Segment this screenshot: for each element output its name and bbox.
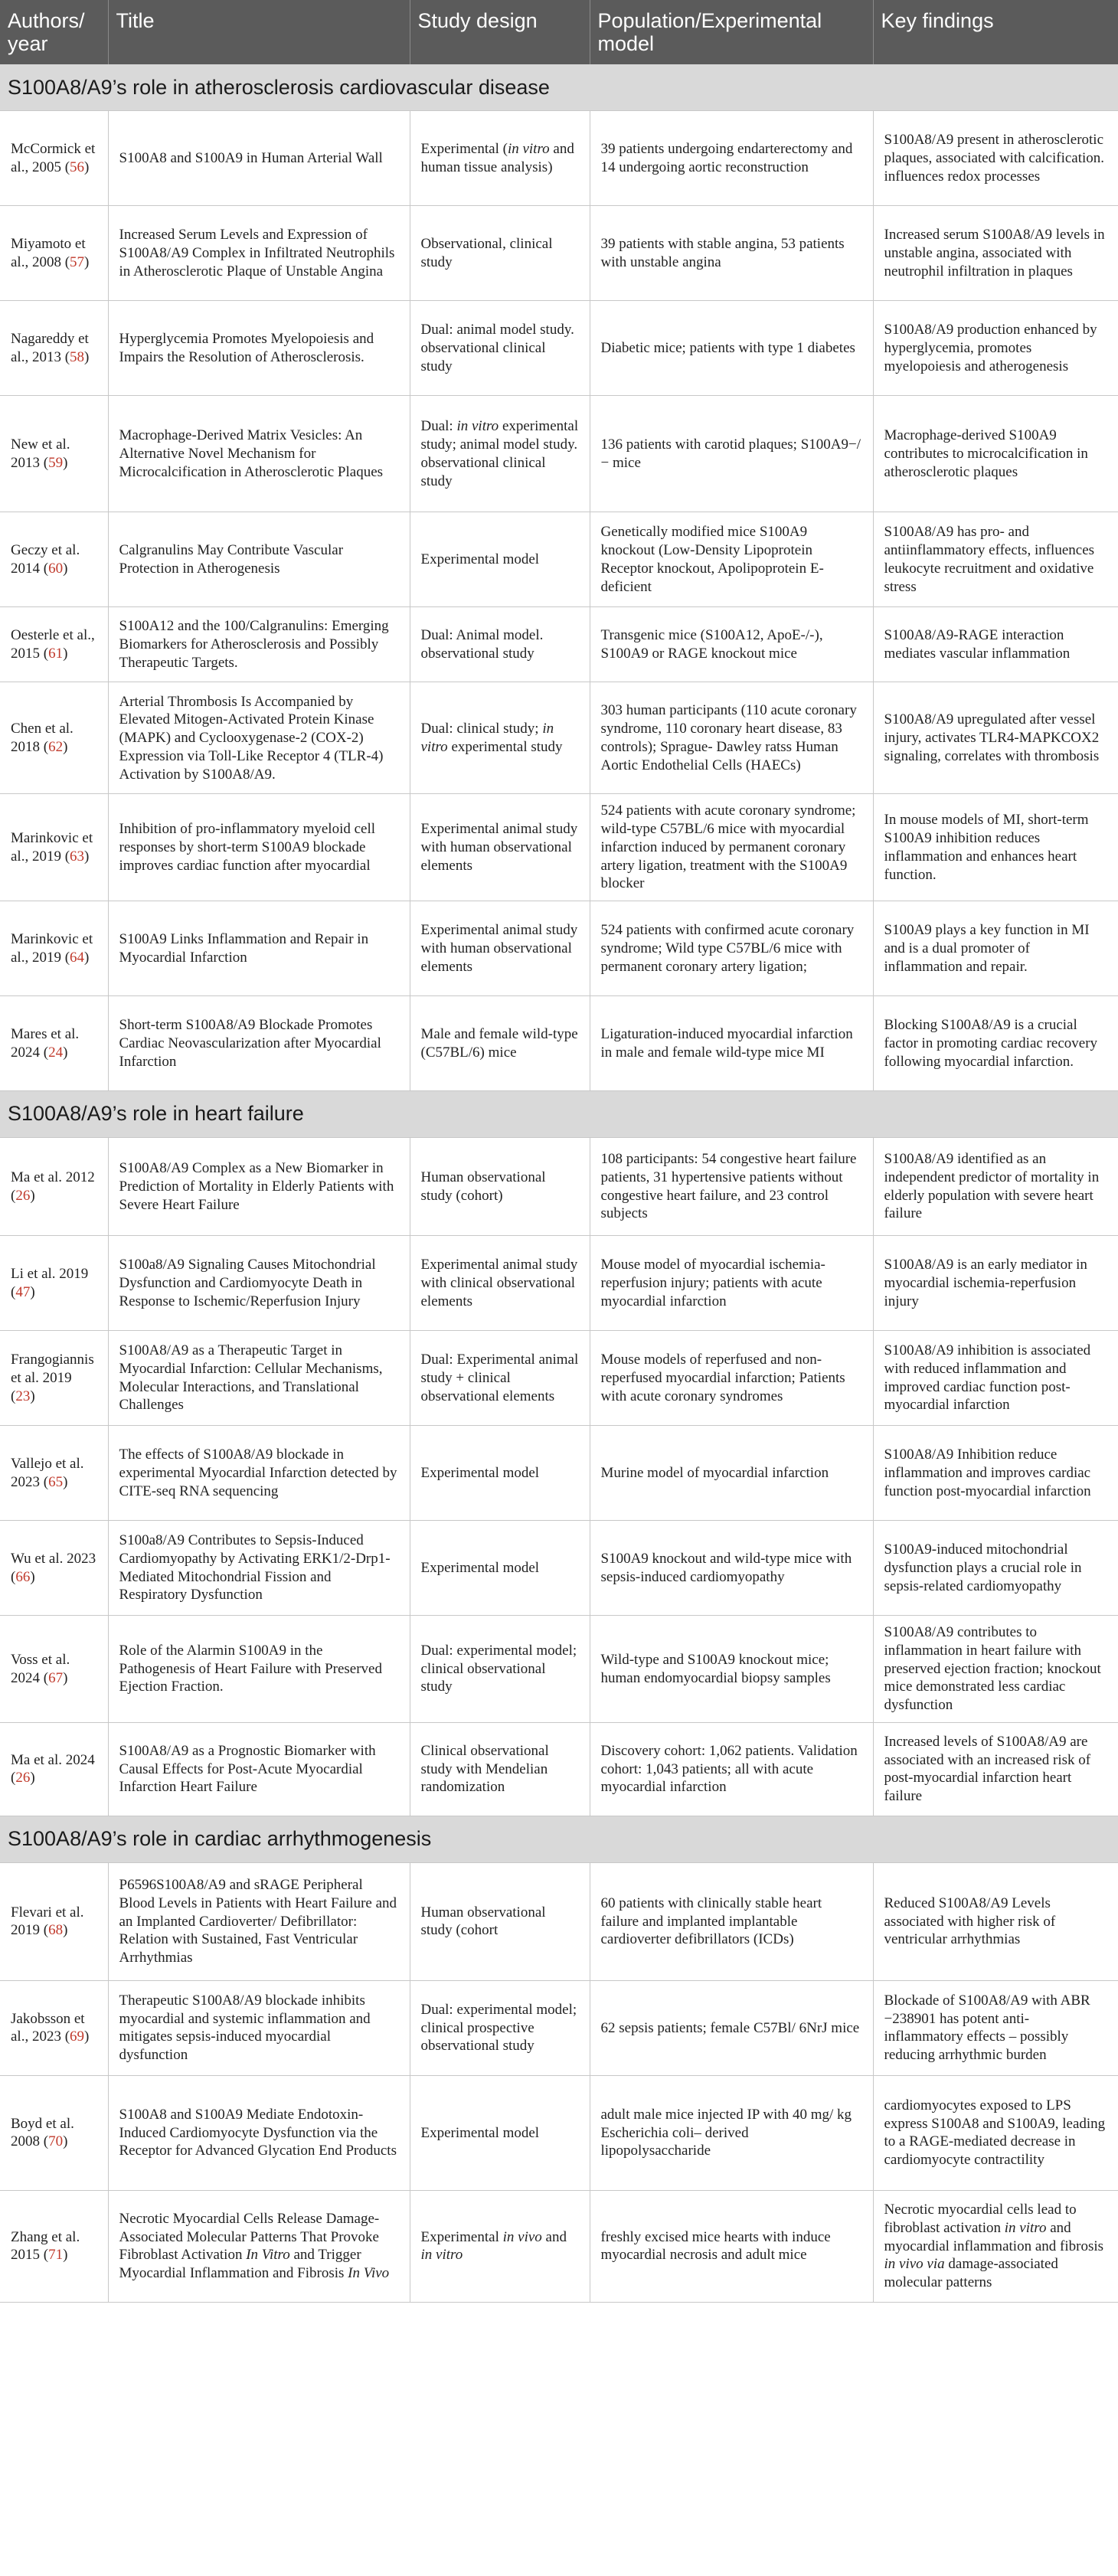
table-row [0, 1616, 1118, 1723]
title-cell: S100A12 and the 100/Calgranulins: Emerging Biomarkers for Atherosclerosis and Possibly Therapeutic Targets. [108, 607, 410, 682]
reference-link[interactable]: 71 [48, 2247, 64, 2264]
col-authors-year: Authors/ year [0, 0, 108, 64]
col-population: Population/Experimental model [590, 0, 873, 64]
study-design-cell: Dual: experimental model; clinical prospective observational study [410, 1980, 590, 2075]
reference-link[interactable]: 58 [70, 348, 85, 365]
study-design-cell: Dual: experimental model; clinical observational study [410, 1616, 590, 1723]
population-cell: Diabetic mice; patients with type 1 diabetes [590, 301, 873, 396]
author-year-cell: Flevari et al. 2019 (68) [0, 1862, 108, 1980]
population-cell: Mouse model of myocardial ischemia-reperfusion injury; patients with acute myocardial infarction [590, 1236, 873, 1331]
reference-link[interactable]: 61 [48, 645, 64, 662]
table-row [0, 111, 1118, 206]
population-cell: 60 patients with clinically stable heart failure and implanted implantable cardioverter defibrillators (ICDs) [590, 1862, 873, 1980]
table-row [0, 206, 1118, 301]
study-design-cell: Experimental model [410, 2075, 590, 2190]
title-cell: S100a8/A9 Contributes to Sepsis-Induced Cardiomyopathy by Activating ERK1/2-Drp1-Mediated Mitochondrial Fission and Respiratory Dysfunction [108, 1521, 410, 1616]
table-row [0, 996, 1118, 1091]
section-title: S100A8/A9’s role in cardiac arrhythmogenesis [0, 1816, 1118, 1862]
reference-link[interactable]: 63 [70, 848, 85, 865]
population-cell: Murine model of myocardial infarction [590, 1426, 873, 1521]
section-header-row [0, 1091, 1118, 1138]
title-cell: Necrotic Myocardial Cells Release Damage-Associated Molecular Patterns That Provoke Fibroblast Activation In Vitro and Trigger Myocardial Inflammation and Fibrosis In Vivo [108, 2190, 410, 2302]
title-cell: The effects of S100A8/A9 blockade in experimental Myocardial Infarction detected by CITE-seq RNA sequencing [108, 1426, 410, 1521]
title-cell: Increased Serum Levels and Expression of S100A8/A9 Complex in Infiltrated Neutrophils in Atherosclerotic Plaque of Unstable Angina [108, 206, 410, 301]
key-findings-cell: S100A8/A9-RAGE interaction mediates vascular inflammation [873, 607, 1118, 682]
study-design-cell: Experimental (in vitro and human tissue analysis) [410, 111, 590, 206]
author-year-cell: Miyamoto et al., 2008 (57) [0, 206, 108, 301]
author-year-cell: McCormick et al., 2005 (56) [0, 111, 108, 206]
title-cell: S100a8/A9 Signaling Causes Mitochondrial Dysfunction and Cardiomyocyte Death in Response to Ischemic/Reperfusion Injury [108, 1236, 410, 1331]
header-row [0, 0, 1118, 64]
study-design-cell: Dual: Experimental animal study + clinical observational elements [410, 1331, 590, 1426]
author-year-cell: New et al. 2013 (59) [0, 396, 108, 512]
reference-link[interactable]: 67 [48, 1669, 64, 1686]
title-cell: P6596S100A8/A9 and sRAGE Peripheral Blood Levels in Patients with Heart Failure and an Implanted Cardioverter/ Defibrillator: Relation with Sustained, Fast Ventricular Arrhythmias [108, 1862, 410, 1980]
key-findings-cell: S100A9 plays a key function in MI and is a dual promoter of inflammation and repair. [873, 901, 1118, 996]
reference-link[interactable]: 57 [70, 253, 85, 270]
key-findings-cell: S100A8/A9 contributes to inflammation in heart failure with preserved ejection fraction; knockout mice demonstrated less cardiac dysfunction [873, 1616, 1118, 1723]
reference-link[interactable]: 64 [70, 949, 85, 966]
key-findings-cell: S100A8/A9 has pro- and antiinflammatory effects, influences leukocyte recruitment and oxidative stress [873, 512, 1118, 607]
study-design-cell: Experimental model [410, 1521, 590, 1616]
reference-link[interactable]: 65 [48, 1473, 64, 1490]
title-cell: S100A8 and S100A9 in Human Arterial Wall [108, 111, 410, 206]
key-findings-cell: S100A8/A9 inhibition is associated with reduced inflammation and improved cardiac function post-myocardial infarction [873, 1331, 1118, 1426]
table-row [0, 1521, 1118, 1616]
table-row [0, 2075, 1118, 2190]
study-design-cell: Male and female wild-type (C57BL/6) mice [410, 996, 590, 1091]
author-year-cell: Mares et al. 2024 (24) [0, 996, 108, 1091]
col-title: Title [108, 0, 410, 64]
key-findings-cell: cardiomyocytes exposed to LPS express S100A8 and S100A9, leading to a RAGE-mediated decrease in cardiomyocyte contractility [873, 2075, 1118, 2190]
key-findings-cell: S100A8/A9 upregulated after vessel injury, activates TLR4-MAPKCOX2 signaling, correlates with thrombosis [873, 682, 1118, 794]
title-cell: S100A8 and S100A9 Mediate Endotoxin-Induced Cardiomyocyte Dysfunction via the Receptor for Advanced Glycation End Products [108, 2075, 410, 2190]
key-findings-cell: In mouse models of MI, short-term S100A9 inhibition reduces inflammation and enhances heart function. [873, 794, 1118, 901]
key-findings-cell: Blockade of S100A8/A9 with ABR −238901 has potent anti-inflammatory effects – possibly reducing arrhythmic burden [873, 1980, 1118, 2075]
author-year-cell: Li et al. 2019 (47) [0, 1236, 108, 1331]
author-year-cell: Frangogiannis et al. 2019 (23) [0, 1331, 108, 1426]
author-year-cell: Nagareddy et al., 2013 (58) [0, 301, 108, 396]
study-design-cell: Clinical observational study with Mendelian randomization [410, 1722, 590, 1816]
population-cell: Ligaturation-induced myocardial infarction in male and female wild-type mice MI [590, 996, 873, 1091]
population-cell: Genetically modified mice S100A9 knockout (Low-Density Lipoprotein Receptor knockout, Apolipoprotein E-deficient [590, 512, 873, 607]
title-cell: S100A8/A9 as a Therapeutic Target in Myocardial Infarction: Cellular Mechanisms, Molecular Interactions, and Translational Challenges [108, 1331, 410, 1426]
table-row [0, 682, 1118, 794]
title-cell: S100A8/A9 as a Prognostic Biomarker with Causal Effects for Post-Acute Myocardial Infarction Heart Failure [108, 1722, 410, 1816]
section-title: S100A8/A9’s role in heart failure [0, 1091, 1118, 1138]
study-design-cell: Observational, clinical study [410, 206, 590, 301]
author-year-cell: Jakobsson et al., 2023 (69) [0, 1980, 108, 2075]
reference-link[interactable]: 47 [15, 1283, 31, 1300]
population-cell: freshly excised mice hearts with induce myocardial necrosis and adult mice [590, 2190, 873, 2302]
key-findings-cell: Increased serum S100A8/A9 levels in unstable angina, associated with neutrophil infiltration in plaques [873, 206, 1118, 301]
population-cell: Discovery cohort: 1,062 patients. Validation cohort: 1,043 patients; all with acute myocardial infarction [590, 1722, 873, 1816]
table-row [0, 607, 1118, 682]
reference-link[interactable]: 60 [48, 560, 64, 577]
reference-link[interactable]: 26 [15, 1187, 31, 1204]
title-cell: Therapeutic S100A8/A9 blockade inhibits myocardial and systemic inflammation and mitigates sepsis-induced myocardial dysfunction [108, 1980, 410, 2075]
study-design-cell: Experimental animal study with clinical observational elements [410, 1236, 590, 1331]
key-findings-cell: S100A9-induced mitochondrial dysfunction plays a crucial role in sepsis-related cardiomyopathy [873, 1521, 1118, 1616]
key-findings-cell: S100A8/A9 present in atherosclerotic plaques, associated with calcification. influences redox processes [873, 111, 1118, 206]
author-year-cell: Zhang et al. 2015 (71) [0, 2190, 108, 2302]
study-design-cell: Experimental animal study with human observational elements [410, 901, 590, 996]
reference-link[interactable]: 56 [70, 159, 85, 175]
author-year-cell: Marinkovic et al., 2019 (63) [0, 794, 108, 901]
title-cell: Arterial Thrombosis Is Accompanied by Elevated Mitogen-Activated Protein Kinase (MAPK) and Cyclooxygenase-2 (COX-2) Expression via Toll-Like Receptor 4 (TLR-4) Activation by S100A8/A9. [108, 682, 410, 794]
reference-link[interactable]: 66 [15, 1568, 31, 1585]
table-row [0, 301, 1118, 396]
author-year-cell: Voss et al. 2024 (67) [0, 1616, 108, 1723]
title-cell: Role of the Alarmin S100A9 in the Pathogenesis of Heart Failure with Preserved Ejection Fraction. [108, 1616, 410, 1723]
table-row [0, 512, 1118, 607]
population-cell: 136 patients with carotid plaques; S100A9−/− mice [590, 396, 873, 512]
key-findings-cell: S100A8/A9 production enhanced by hyperglycemia, promotes myelopoiesis and atherogenesis [873, 301, 1118, 396]
title-cell: Hyperglycemia Promotes Myelopoiesis and Impairs the Resolution of Atherosclerosis. [108, 301, 410, 396]
author-year-cell: Ma et al. 2012 (26) [0, 1138, 108, 1236]
population-cell: Mouse models of reperfused and non-reperfused myocardial infarction; Patients with acute coronary syndromes [590, 1331, 873, 1426]
key-findings-cell: S100A8/A9 is an early mediator in myocardial ischemia-reperfusion injury [873, 1236, 1118, 1331]
study-design-cell: Dual: animal model study. observational clinical study [410, 301, 590, 396]
population-cell: 524 patients with acute coronary syndrome; wild-type C57BL/6 mice with myocardial infarction induced by permanent coronary artery ligation, treatment with the S100A9 blocker [590, 794, 873, 901]
study-design-cell: Dual: in vitro experimental study; animal model study. observational clinical study [410, 396, 590, 512]
author-year-cell: Vallejo et al. 2023 (65) [0, 1426, 108, 1521]
population-cell: 303 human participants (110 acute coronary syndrome, 110 coronary heart disease, 83 controls); Sprague- Dawley ratss Human Aortic Endothelial Cells (HAECs) [590, 682, 873, 794]
author-year-cell: Marinkovic et al., 2019 (64) [0, 901, 108, 996]
study-design-cell: Experimental animal study with human observational elements [410, 794, 590, 901]
population-cell: Transgenic mice (S100A12, ApoE-/-), S100A9 or RAGE knockout mice [590, 607, 873, 682]
population-cell: 62 sepsis patients; female C57Bl/ 6NrJ mice [590, 1980, 873, 2075]
study-design-cell: Human observational study (cohort [410, 1862, 590, 1980]
reference-link[interactable]: 68 [48, 1922, 64, 1939]
author-year-cell: Geczy et al. 2014 (60) [0, 512, 108, 607]
key-findings-cell: Necrotic myocardial cells lead to fibroblast activation in vitro and myocardial inflammation and fibrosis in vivo via damage-associated molecular patterns [873, 2190, 1118, 2302]
title-cell: Macrophage-Derived Matrix Vesicles: An Alternative Novel Mechanism for Microcalcification in Atherosclerotic Plaques [108, 396, 410, 512]
author-year-cell: Boyd et al. 2008 (70) [0, 2075, 108, 2190]
title-cell: Inhibition of pro-inflammatory myeloid cell responses by short-term S100A9 blockade improves cardiac function after myocardial [108, 794, 410, 901]
section-title: S100A8/A9’s role in atherosclerosis cardiovascular disease [0, 64, 1118, 111]
key-findings-cell: Increased levels of S100A8/A9 are associated with an increased risk of post-myocardial infarction heart failure [873, 1722, 1118, 1816]
section-header-row [0, 1816, 1118, 1862]
table-row [0, 1138, 1118, 1236]
title-cell: S100A9 Links Inflammation and Repair in Myocardial Infarction [108, 901, 410, 996]
reference-link[interactable]: 70 [48, 2133, 64, 2150]
key-findings-cell: S100A8/A9 identified as an independent predictor of mortality in elderly population with severe heart failure [873, 1138, 1118, 1236]
section-header-row [0, 64, 1118, 111]
reference-link[interactable]: 23 [15, 1388, 31, 1404]
table-row [0, 2190, 1118, 2302]
table-row [0, 396, 1118, 512]
title-cell: Calgranulins May Contribute Vascular Protection in Atherogenesis [108, 512, 410, 607]
title-cell: Short-term S100A8/A9 Blockade Promotes Cardiac Neovascularization after Myocardial Infarction [108, 996, 410, 1091]
table-row [0, 1722, 1118, 1816]
population-cell: S100A9 knockout and wild-type mice with sepsis-induced cardiomyopathy [590, 1521, 873, 1616]
table-row [0, 1236, 1118, 1331]
population-cell: 39 patients with stable angina, 53 patients with unstable angina [590, 206, 873, 301]
col-study-design: Study design [410, 0, 590, 64]
table-row [0, 901, 1118, 996]
study-design-cell: Experimental model [410, 1426, 590, 1521]
author-year-cell: Oesterle et al., 2015 (61) [0, 607, 108, 682]
reference-link[interactable]: 59 [48, 454, 64, 471]
author-year-cell: Ma et al. 2024 (26) [0, 1722, 108, 1816]
reference-link[interactable]: 24 [48, 1044, 64, 1061]
col-key-findings: Key findings [873, 0, 1118, 64]
study-design-cell: Human observational study (cohort) [410, 1138, 590, 1236]
table-body [0, 64, 1118, 2302]
key-findings-cell: Blocking S100A8/A9 is a crucial factor in promoting cardiac recovery following myocardial infarction. [873, 996, 1118, 1091]
table-row [0, 1862, 1118, 1980]
title-cell: S100A8/A9 Complex as a New Biomarker in Prediction of Mortality in Elderly Patients with Severe Heart Failure [108, 1138, 410, 1236]
reference-link[interactable]: 69 [70, 2028, 85, 2045]
study-design-cell: Dual: clinical study; in vitro experimental study [410, 682, 590, 794]
study-design-cell: Experimental model [410, 512, 590, 607]
study-design-cell: Experimental in vivo and in vitro [410, 2190, 590, 2302]
table-row [0, 794, 1118, 901]
table-row [0, 1426, 1118, 1521]
key-findings-cell: S100A8/A9 Inhibition reduce inflammation and improves cardiac function post-myocardial infarction [873, 1426, 1118, 1521]
reference-link[interactable]: 26 [15, 1770, 31, 1787]
table-row [0, 1980, 1118, 2075]
key-findings-cell: Macrophage-derived S100A9 contributes to microcalcification in atherosclerotic plaques [873, 396, 1118, 512]
key-findings-cell: Reduced S100A8/A9 Levels associated with higher risk of ventricular arrhythmias [873, 1862, 1118, 1980]
author-year-cell: Chen et al. 2018 (62) [0, 682, 108, 794]
population-cell: 39 patients undergoing endarterectomy and 14 undergoing aortic reconstruction [590, 111, 873, 206]
population-cell: Wild-type and S100A9 knockout mice; human endomyocardial biopsy samples [590, 1616, 873, 1723]
table-row [0, 1331, 1118, 1426]
study-design-cell: Dual: Animal model. observational study [410, 607, 590, 682]
reference-link[interactable]: 62 [48, 738, 64, 755]
population-cell: adult male mice injected IP with 40 mg/ kg Escherichia coli– derived lipopolysaccharide [590, 2075, 873, 2190]
population-cell: 108 participants: 54 congestive heart failure patients, 31 hypertensive patients without congestive heart failure, and 23 control subjects [590, 1138, 873, 1236]
author-year-cell: Wu et al. 2023 (66) [0, 1521, 108, 1616]
population-cell: 524 patients with confirmed acute coronary syndrome; Wild type C57BL/6 mice with permanent coronary artery ligation; [590, 901, 873, 996]
